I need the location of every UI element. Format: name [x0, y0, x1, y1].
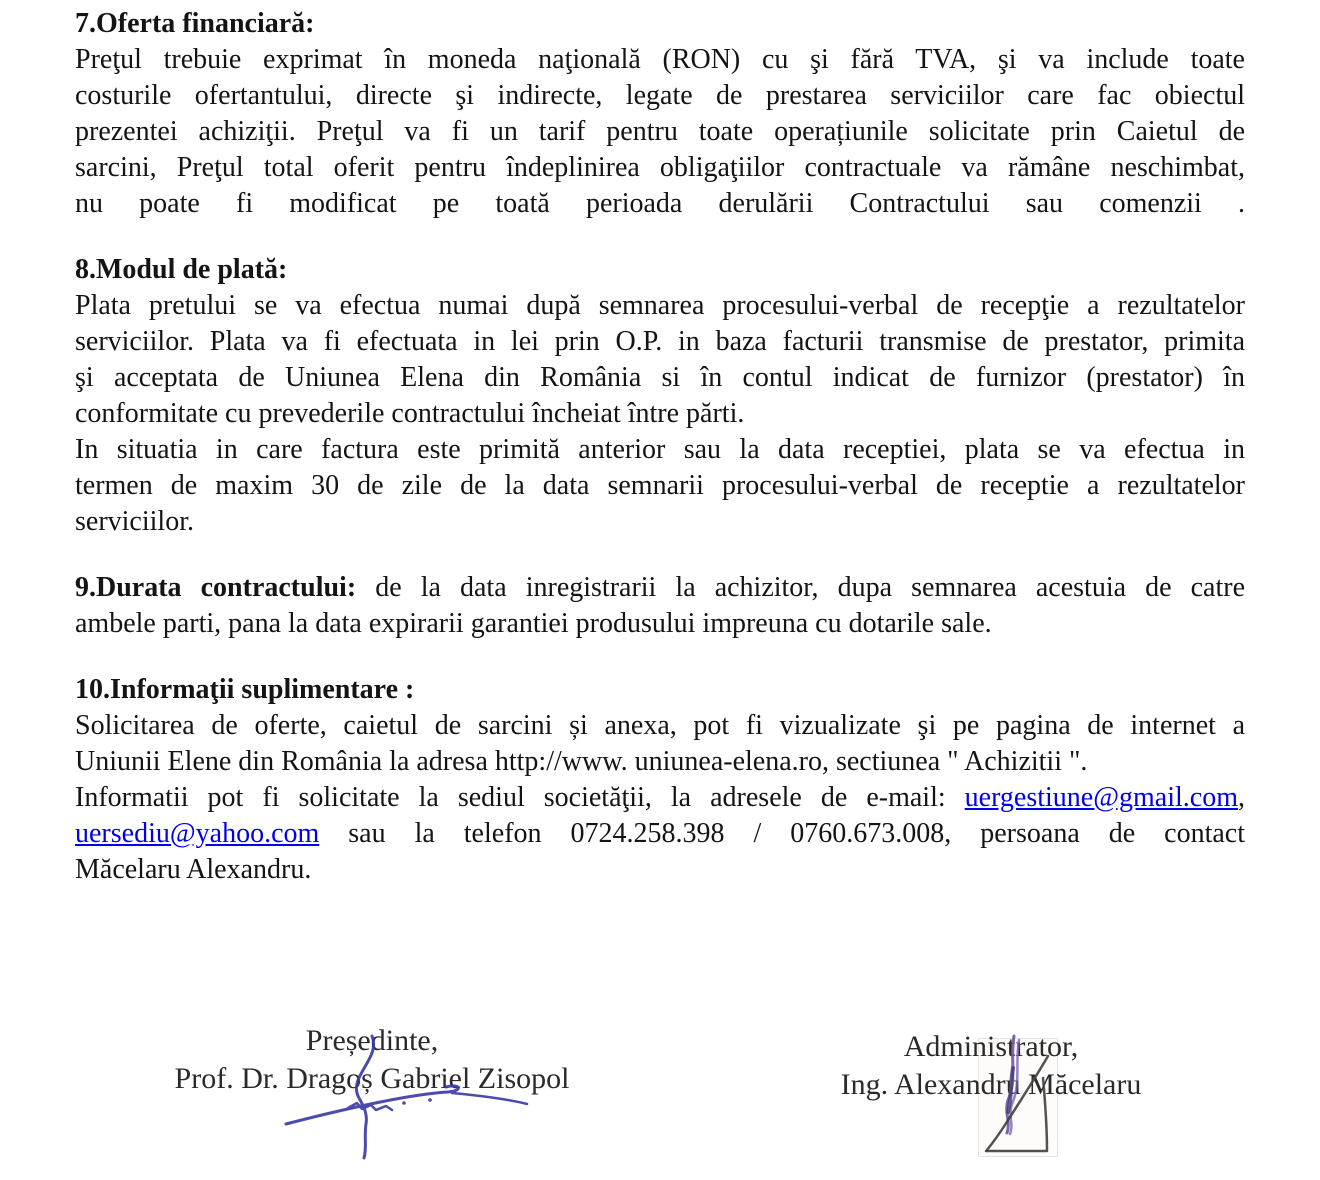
signature-block-administrator	[836, 1028, 1146, 1104]
text-span: ,	[1238, 782, 1245, 813]
text-line: Măcelaru Alexandru.	[75, 854, 312, 885]
signature-title: Administrator,	[903, 1030, 1079, 1063]
section-modul-de-plata	[75, 252, 1245, 540]
text-line: serviciilor.	[75, 506, 194, 537]
text-line: Preţul trebuie exprimat în moneda naţională (RON) cu şi fără TVA, şi va include toate	[75, 44, 1245, 75]
text-line	[75, 816, 1245, 852]
text-line: serviciilor. Plata va fi efectuata in lei prin O.P. in baza facturii transmise de prestator, primita	[75, 326, 1245, 357]
document-body	[75, 6, 1245, 888]
email-link-uergestiune[interactable]: uergestiune@gmail.com	[964, 782, 1238, 813]
text-line: ambele parti, pana la data expirarii garantiei produsului impreuna cu dotarile sale.	[75, 608, 992, 639]
section-durata-contractului	[75, 570, 1245, 642]
text-line: sarcini, Preţul total oferit pentru îndeplinirea obligaţiilor contractuale va rămâne neschimbat,	[75, 152, 1245, 183]
signature-block-president	[172, 1022, 572, 1098]
text-line: şi acceptata de Uniunea Elena din România si în contul indicat de furnizor (prestator) în	[75, 362, 1245, 393]
signature-name: Prof. Dr. Dragoș Gabriel Zisopol	[174, 1062, 570, 1095]
section-spacer	[75, 540, 1245, 570]
section-10-heading: 10.Informaţii suplimentare :	[75, 674, 415, 705]
text-span: de la data inregistrarii la achizitor, dupa semnarea acestuia de catre	[356, 572, 1245, 603]
text-line: conformitate cu prevederile contractului încheiat între părti.	[75, 398, 745, 429]
signature-title: Președinte,	[305, 1024, 439, 1057]
text-line: Plata pretului se va efectua numai după semnarea procesului-verbal de recepţie a rezultatelor	[75, 290, 1245, 321]
text-line: prezentei achiziţii. Preţul va fi un tarif pentru toate operațiunile solicitate prin Caietul de	[75, 116, 1245, 147]
text-line: costurile ofertantului, directe şi indirecte, legate de prestarea serviciilor care fac obiectul	[75, 80, 1245, 111]
section-9-heading: 9.Durata contractului:	[75, 572, 357, 603]
text-line: nu poate fi modificat pe toată perioada derulării Contractului sau comenzii .	[75, 188, 1245, 219]
signature-name: Ing. Alexandru Măcelaru	[840, 1068, 1142, 1101]
text-line: termen de maxim 30 de zile de la data semnarii procesului-verbal de receptie a rezultatelor	[75, 470, 1245, 501]
text-line: In situatia in care factura este primită anterior sau la data receptiei, plata se va efectua in	[75, 434, 1245, 465]
text-line	[75, 570, 1245, 606]
section-spacer	[75, 642, 1245, 672]
section-spacer	[75, 222, 1245, 252]
section-informatii-suplimentare	[75, 672, 1245, 888]
text-line	[75, 780, 1245, 816]
text-line: Uniunii Elene din România la adresa http://www. uniunea-elena.ro, sectiunea " Achizitii ".	[75, 746, 1088, 777]
section-7-heading: 7.Oferta financiară:	[75, 8, 315, 39]
text-span: Informatii pot fi solicitate la sediul societăţii, la adresele de e-mail:	[75, 782, 965, 813]
text-line: Solicitarea de oferte, caietul de sarcini și anexa, pot fi vizualizate şi pe pagina de internet a	[75, 710, 1245, 741]
section-oferta-financiara	[75, 6, 1245, 222]
text-span: sau la telefon 0724.258.398 / 0760.673.008, persoana de contact	[319, 818, 1245, 849]
email-link-uersediu[interactable]: uersediu@yahoo.com	[75, 818, 320, 849]
section-8-heading: 8.Modul de plată:	[75, 254, 288, 285]
